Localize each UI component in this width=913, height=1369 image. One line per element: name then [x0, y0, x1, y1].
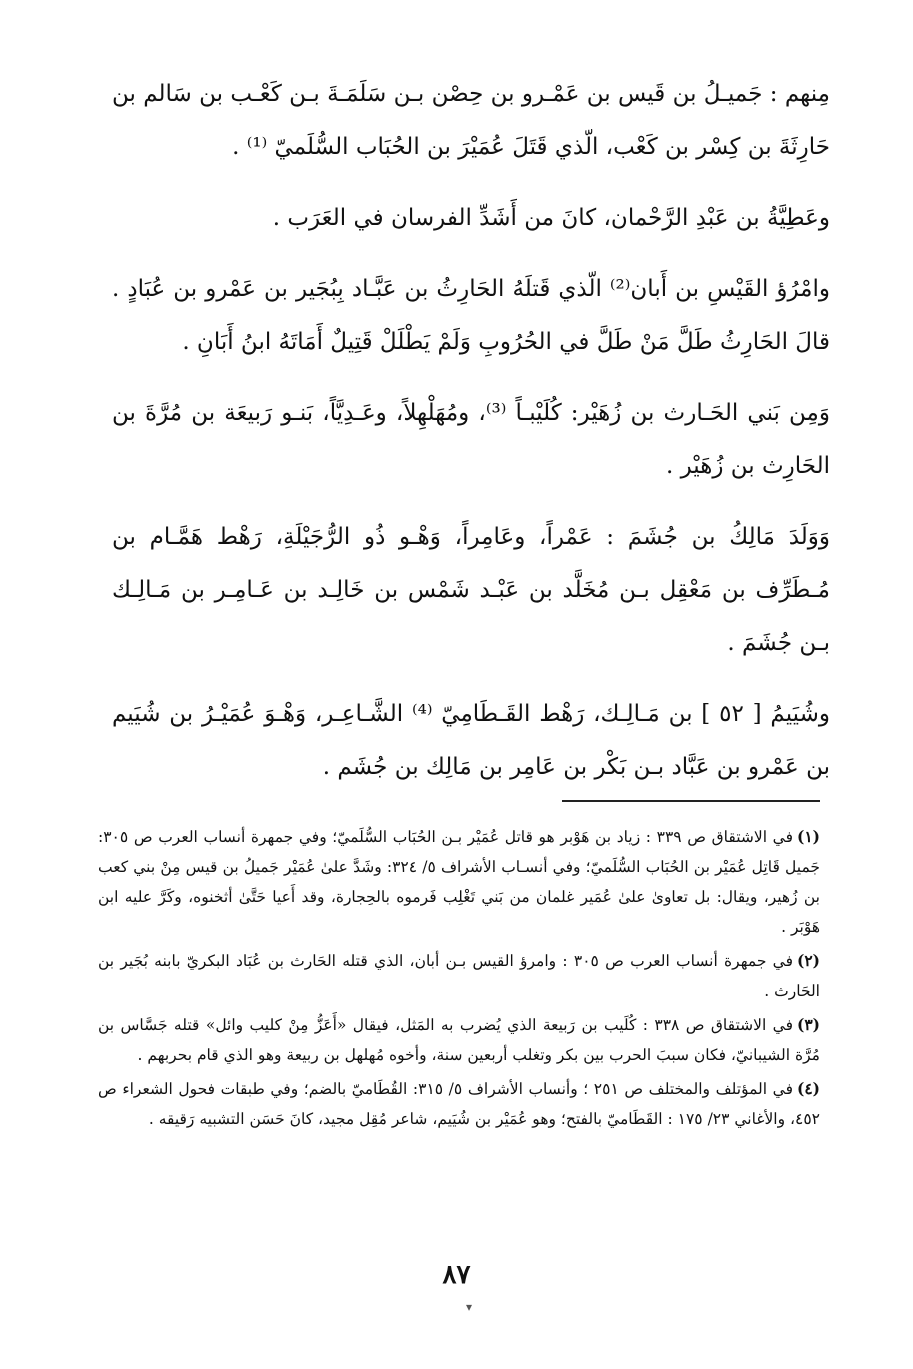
- footnote-text: في الاشتقاق ص ٣٣٨ : كُلَيب بن رَبيعة الذي يُضرب به المَثل، فيقال «أَعَزُّ مِنْ كليب وائل» قتله جَسَّاس بن مُرَّة الشيبانيّ، فكان سببَ الحرب بين بكر وتغلب أربعين سنة، وأخوه مُهلهل بن ربيعة وهو الذي قام بحربهم .: [98, 1016, 820, 1064]
- footnotes: [98, 822, 820, 1138]
- paragraph: وَمِن بَني الحَـارث بن زُهَيْر: كُلَيْبـاً ⁽³⁾، ومُهَلْهِلاً، وعَـدِيَّاً، بَنـو رَبيعَة بن مُرَّةَ بن الحَارِث بن زُهَيْر .: [112, 400, 830, 479]
- footnote-number: (٢): [797, 951, 821, 970]
- footnote-text: في الاشتقاق ص ٣٣٩ : زياد بن هَوْبر هو قاتل عُمَيْر بـن الحُبَاب السُّلَميّ؛ وفي جمهرة أنساب العرب ص ٣٠٥: جَميل قَاتِل عُمَيْر بن الحُبَاب السُّلَميّ؛ وفي أنسـاب الأشراف ٥/ ٣٢٤: وشَدَّ علىٰ عُمَيْر جَميلُ بن قيس مِنْ بني كعب بن زُهير، ويقال: بل تعاوىٰ علىٰ عُمَير غلمان من بَني تَغْلِب فَرموه بالحِجارة، وقد أَعيا حَتَّىٰ أثخنوه، وكَرَّ عليه ابن هَوْبَر .: [98, 828, 820, 936]
- footnote-number: (٣): [797, 1015, 821, 1034]
- footnote-text: في المؤتلف والمختلف ص ٢٥١ ؛ وأنساب الأشراف ٥/ ٣١٥: القُطَاميّ بالضم؛ وفي طبقات فحول الشعراء ص ٤٥٢، والأغاني ٢٣/ ١٧٥ : القَطَاميّ بالفتح؛ وهو عُمَيْر بن شُيَيم، شاعر مُقِل مجيد، كانَ حَسَن التشبيه رَقيقه .: [98, 1080, 820, 1128]
- paragraph: وامْرُؤ القَيْسِ بن أَبان⁽²⁾ الّذي قَتلَهُ الحَارِثُ بن عَبَّـاد بِبُجَير بن عَمْرو بن عُبَادٍ . قالَ الحَارِثُ طَلَّ مَنْ طَلَّ في الحُرُوبِ وَلَمْ يَطْلَلْ قَتِيلٌ أَمَاتَهُ ابنُ أَبَانِ .: [112, 276, 830, 355]
- footnote: [98, 1010, 820, 1070]
- footnote: [98, 946, 820, 1006]
- paragraph: وشُيَيمُ [ ٥٢ ] بن مَـالِـك، رَهْط القَـطَامِيّ ⁽⁴⁾ الشَّـاعِـر، وَهْـوَ عُمَيْـرُ بن شُيَيم بن عَمْرو بن عَبَّاد بـن بَكْر بن عَامِر بن مَالِك بن جُشَم .: [112, 701, 830, 780]
- footnote-number: (٤): [796, 1079, 820, 1098]
- main-text: [112, 68, 830, 812]
- paragraph: وَوَلَدَ مَالِكُ بن جُشَمَ : عَمْراً، وعَامِراً، وَهْـو ذُو الرُّجَيْلَةِ، رَهْط هَمَّـام بن مُـطَرِّف بن مَعْقِل بـن مُخَلَّد بن عَبْـد شَمْس بن خَالِـد بن عَـامِـر بن مَـالِـك بـن جُشَمَ .: [112, 524, 830, 656]
- footnote: [98, 822, 820, 942]
- paragraph: مِنهم : جَميـلُ بن قَيس بن عَمْـرو بن حِصْن بـن سَلَمَـةَ بـن كَعْـب بن سَالم بن حَارِثَةَ بن كِسْر بن كَعْب، الّذي قَتَلَ عُمَيْرَ بن الحُبَاب السُّلَميّ ⁽¹⁾ .: [112, 81, 830, 160]
- scan-mark: ▾: [466, 1300, 473, 1314]
- footnote-divider: [562, 800, 820, 802]
- footnote-text: في جمهرة أنساب العرب ص ٣٠٥ : وامرؤ القيس بـن أبان، الذي قتله الحَارث بن عُبَاد البكريّ بابنه بُجَير بن الحَارث .: [98, 952, 820, 1000]
- footnote: [98, 1074, 820, 1134]
- paragraph: وعَطِيَّةُ بن عَبْدِ الرَّحْمان، كانَ من أَشَدِّ الفرسان في العَرَب .: [272, 205, 830, 231]
- page-number: ٨٧: [442, 1260, 471, 1290]
- footnote-number: (١): [797, 827, 821, 846]
